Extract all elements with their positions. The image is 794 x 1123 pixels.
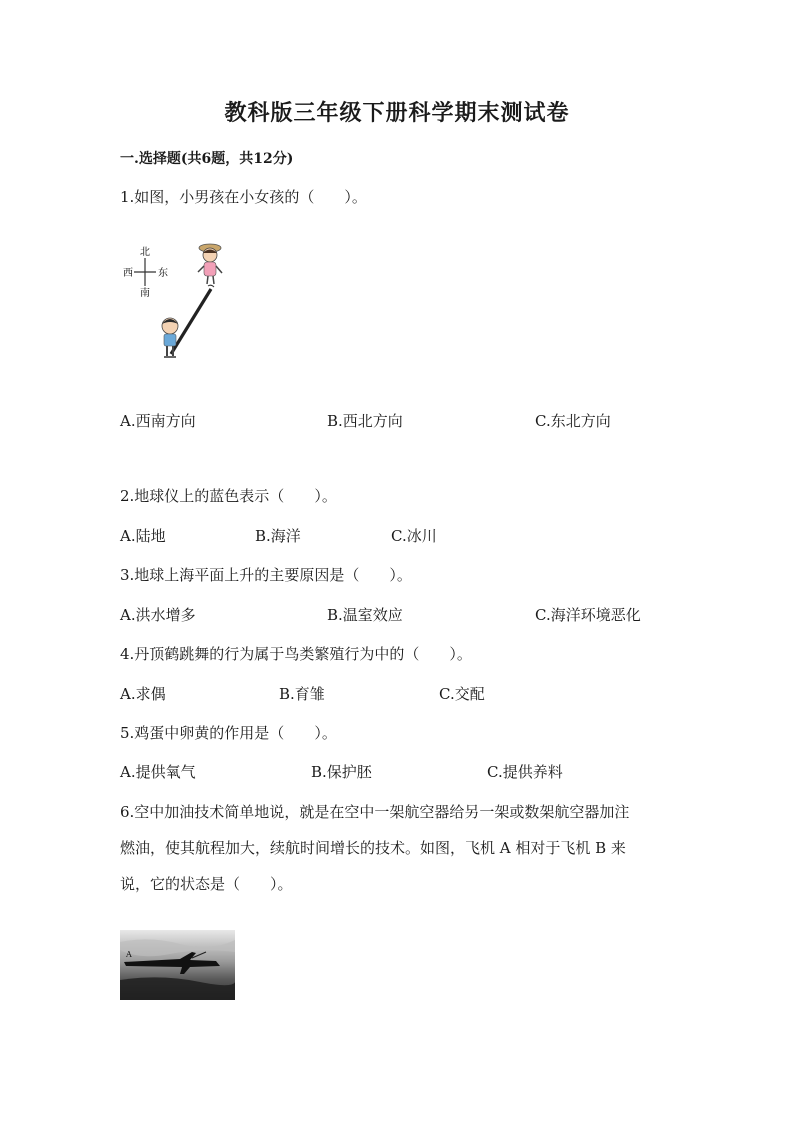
q4-option-a[interactable]: A.求偶 — [120, 685, 166, 703]
q5-option-b[interactable]: B.保护胚 — [311, 763, 372, 781]
compass-icon — [123, 246, 168, 299]
boy-figure — [162, 318, 178, 357]
compass-south-label: 南 — [140, 288, 150, 299]
question-6-stem-line-1: 6.空中加油技术简单地说，就是在空中一架航空器给另一架或数架航空器加注 — [120, 803, 630, 821]
question-1-stem: 1.如图，小男孩在小女孩的（ ）。 — [120, 188, 367, 206]
section-heading: 一.选择题(共6题，共12分) — [120, 151, 294, 167]
q3-option-b[interactable]: B.温室效应 — [327, 606, 403, 624]
q5-option-a[interactable]: A.提供氧气 — [120, 763, 196, 781]
q4-option-c[interactable]: C.交配 — [439, 685, 485, 703]
figure-1-direction-map — [118, 240, 248, 365]
figure-6-refueling-photo — [120, 930, 235, 1000]
question-6-stem-line-3: 说，它的状态是（ ）。 — [120, 875, 293, 893]
compass-east-label: 东 — [158, 268, 168, 279]
question-3-stem: 3.地球上海平面上升的主要原因是（ ）。 — [120, 566, 412, 584]
question-6-stem-line-2: 燃油，使其航程加大，续航时间增长的技术。如图，飞机 A 相对于飞机 B 来 — [120, 839, 626, 857]
q3-option-c[interactable]: C.海洋环境恶化 — [535, 606, 641, 624]
page-title: 教科版三年级下册科学期末测试卷 — [224, 100, 570, 126]
girl-figure — [198, 244, 222, 287]
q2-option-a[interactable]: A.陆地 — [120, 527, 166, 545]
question-5-stem: 5.鸡蛋中卵黄的作用是（ ）。 — [120, 724, 337, 742]
plane-a-label: A — [126, 950, 132, 959]
q1-option-c[interactable]: C.东北方向 — [535, 412, 611, 430]
q1-option-a[interactable]: A.西南方向 — [120, 412, 196, 430]
compass-west-label: 西 — [123, 268, 133, 279]
q5-option-c[interactable]: C.提供养料 — [487, 763, 563, 781]
q1-option-b[interactable]: B.西北方向 — [327, 412, 403, 430]
q2-option-c[interactable]: C.冰川 — [391, 527, 437, 545]
q3-option-a[interactable]: A.洪水增多 — [120, 606, 196, 624]
compass-north-label: 北 — [140, 247, 150, 258]
q4-option-b[interactable]: B.育雏 — [279, 685, 325, 703]
question-4-stem: 4.丹顶鹤跳舞的行为属于鸟类繁殖行为中的（ ）。 — [120, 645, 472, 663]
q2-option-b[interactable]: B.海洋 — [255, 527, 301, 545]
question-2-stem: 2.地球仪上的蓝色表示（ ）。 — [120, 487, 337, 505]
